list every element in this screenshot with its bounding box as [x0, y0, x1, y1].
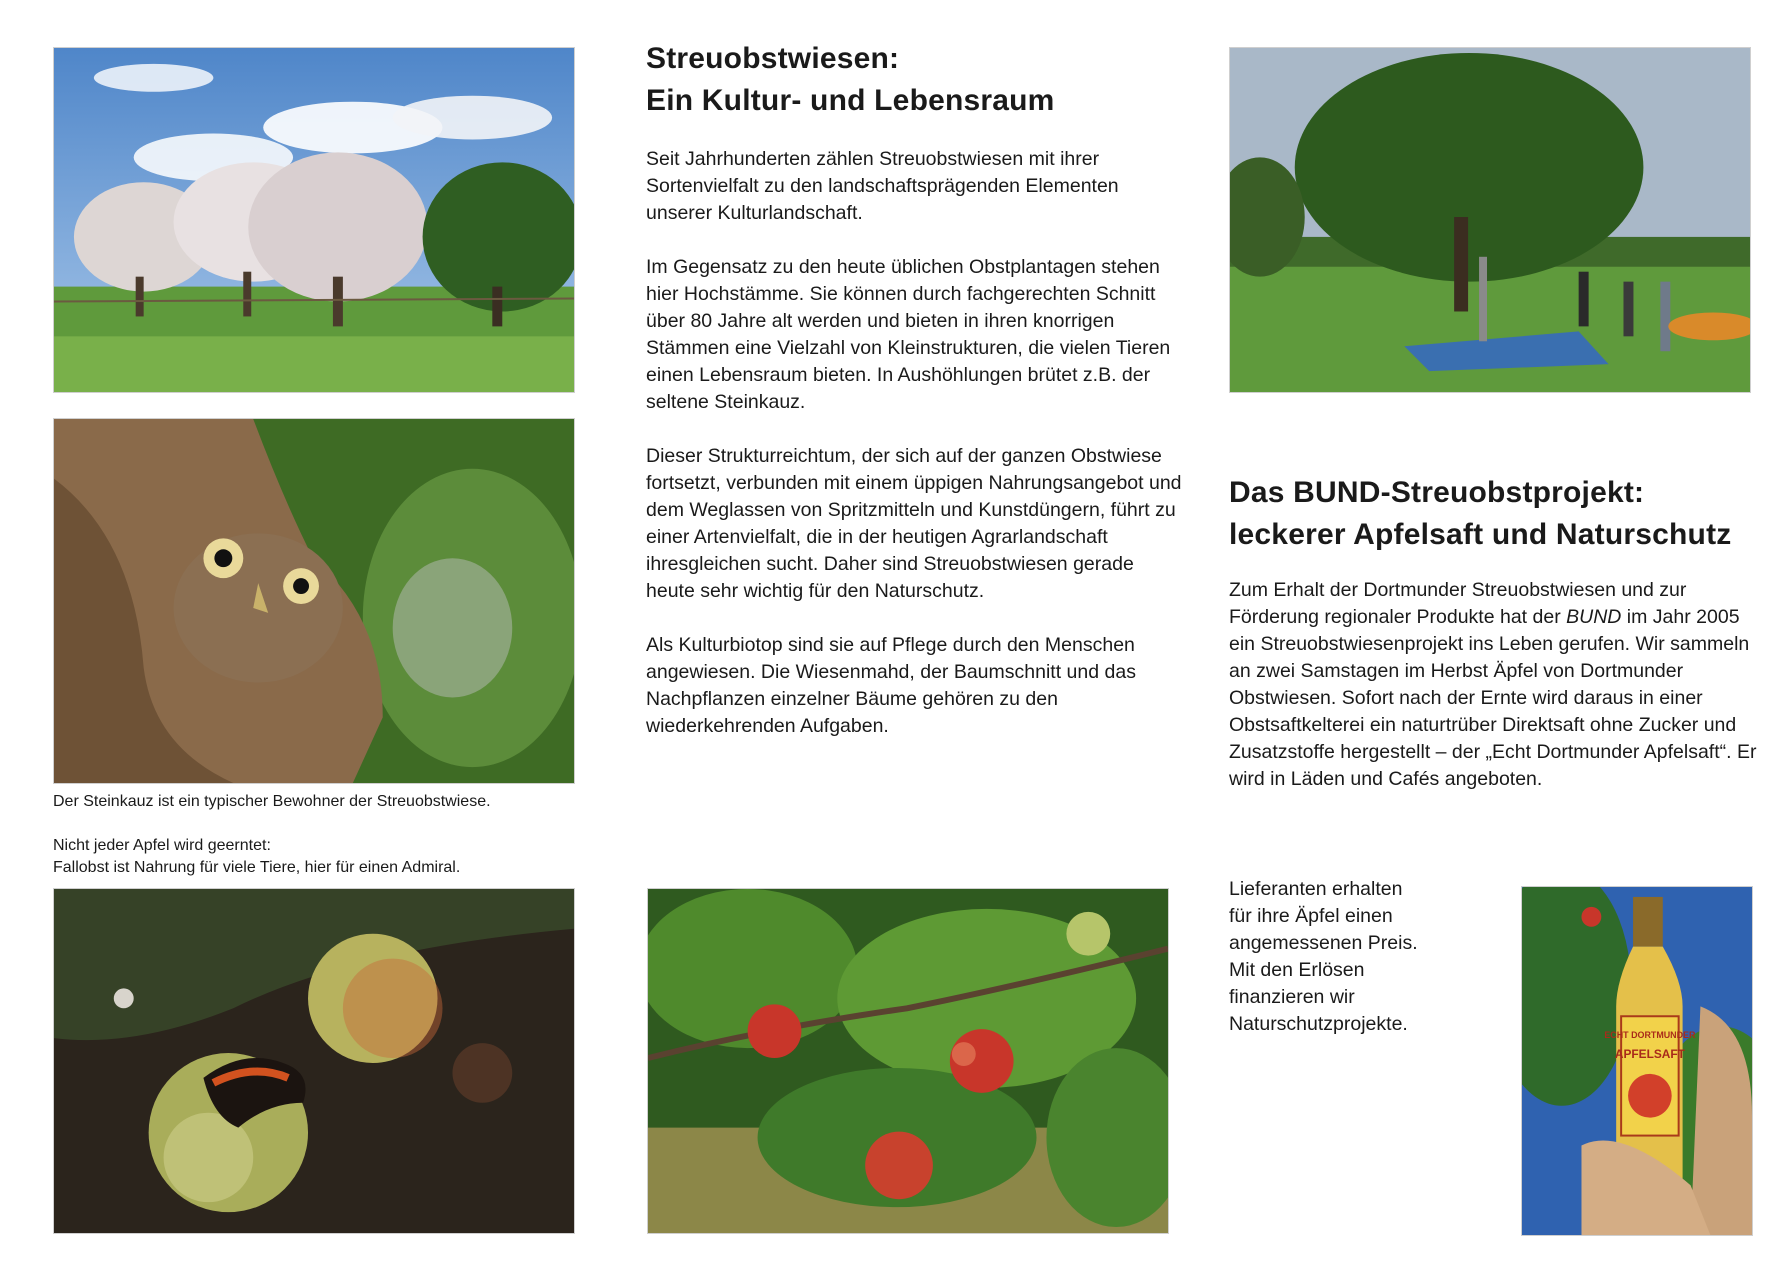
- fallobst-caption: [53, 835, 613, 879]
- bund-name: BUND: [1566, 606, 1622, 628]
- right-heading-line-2: leckerer Apfelsaft und Naturschutz: [1229, 518, 1732, 551]
- fallobst-caption-line-1: Nicht jeder Apfel wird geerntet:: [53, 837, 271, 854]
- orchard-blossom-photo: [53, 47, 575, 393]
- right-text-part-2: im Jahr 2005 ein Streuobstwiesenprojekt ins Leben gerufen. Wir sammeln an zwei Samstagen im Herbst Äpfel von Dortmunder Obstwiesen. Sofort nach der Ernte wird daraus in einer Obstsaftkelterei ein naturtrüber Direktsaft ohne Zucker und Zusatzstoffe hergestellt – der „Echt Dortmunder Apfelsaft“. Er wird in Läden und Cafés angeboten.: [1229, 606, 1757, 790]
- right-body-text: [1229, 577, 1759, 793]
- middle-paragraph-1: Seit Jahrhunderten zählen Streuobstwiesen mit ihrer Sortenvielfalt zu den landschaftsprägenden Elementen unserer Kulturlandschaft.: [646, 148, 1119, 224]
- apple-juice-bottle-photo: [1521, 886, 1753, 1236]
- right-heading-line-1: Das BUND-Streuobstprojekt:: [1229, 476, 1645, 509]
- owl-photo: [53, 418, 575, 784]
- right-heading: [1229, 472, 1769, 556]
- supplier-text: Lieferanten erhalten für ihre Äpfel einen angemessenen Preis. Mit den Erlösen finanzieren wir Naturschutzprojekte.: [1229, 878, 1418, 1035]
- middle-paragraph-3: Dieser Strukturreichtum, der sich auf der ganzen Obstwiese fortsetzt, verbunden mit einem üppigen Nahrungsangebot und dem Weglassen von Spritzmitteln und Kunstdüngern, führt zu einer Artenvielfalt, die in der heutigen Agrarlandschaft ihresgleichen sucht. Daher sind Streuobstwiesen gerade heute sehr wichtig für den Naturschutz.: [646, 445, 1182, 602]
- owl-caption: Der Steinkauz ist ein typischer Bewohner der Streuobstwiese.: [53, 793, 491, 810]
- harvest-tree-photo: [1229, 47, 1751, 393]
- fallobst-caption-line-2: Fallobst ist Nahrung für viele Tiere, hier für einen Admiral.: [53, 859, 461, 876]
- middle-heading: [646, 38, 1186, 122]
- middle-body-text: [646, 146, 1186, 767]
- apple-tree-branch-photo: [647, 888, 1169, 1234]
- middle-paragraph-4: Als Kulturbiotop sind sie auf Pflege durch den Menschen angewiesen. Die Wiesenmahd, der Baumschnitt und das Nachpflanzen einzelner Bäume gehören zu den wiederkehrenden Aufgaben.: [646, 634, 1136, 737]
- bottle-label-line-1: ECHT DORTMUNDER: [1604, 1030, 1696, 1041]
- bottle-label-line-2: APFELSAFT: [1614, 1047, 1685, 1062]
- middle-heading-line-2: Ein Kultur- und Lebensraum: [646, 84, 1055, 117]
- middle-paragraph-2: Im Gegensatz zu den heute üblichen Obstplantagen stehen hier Hochstämme. Sie können durch fachgerechten Schnitt über 80 Jahre alt werden und bieten in ihren knorrigen Stämmen eine Vielzahl von Kleinstrukturen, die vielen Tieren einen Lebensraum bieten. In Aushöhlungen brütet z.B. der seltene Steinkauz.: [646, 256, 1171, 413]
- right-text-part-1: Zum Erhalt der Dortmunder Streuobstwiesen und zur Förderung regionaler Produkte hat der: [1229, 579, 1687, 628]
- fallen-apples-butterfly-photo: [53, 888, 575, 1234]
- middle-heading-line-1: Streuobstwiesen:: [646, 42, 900, 75]
